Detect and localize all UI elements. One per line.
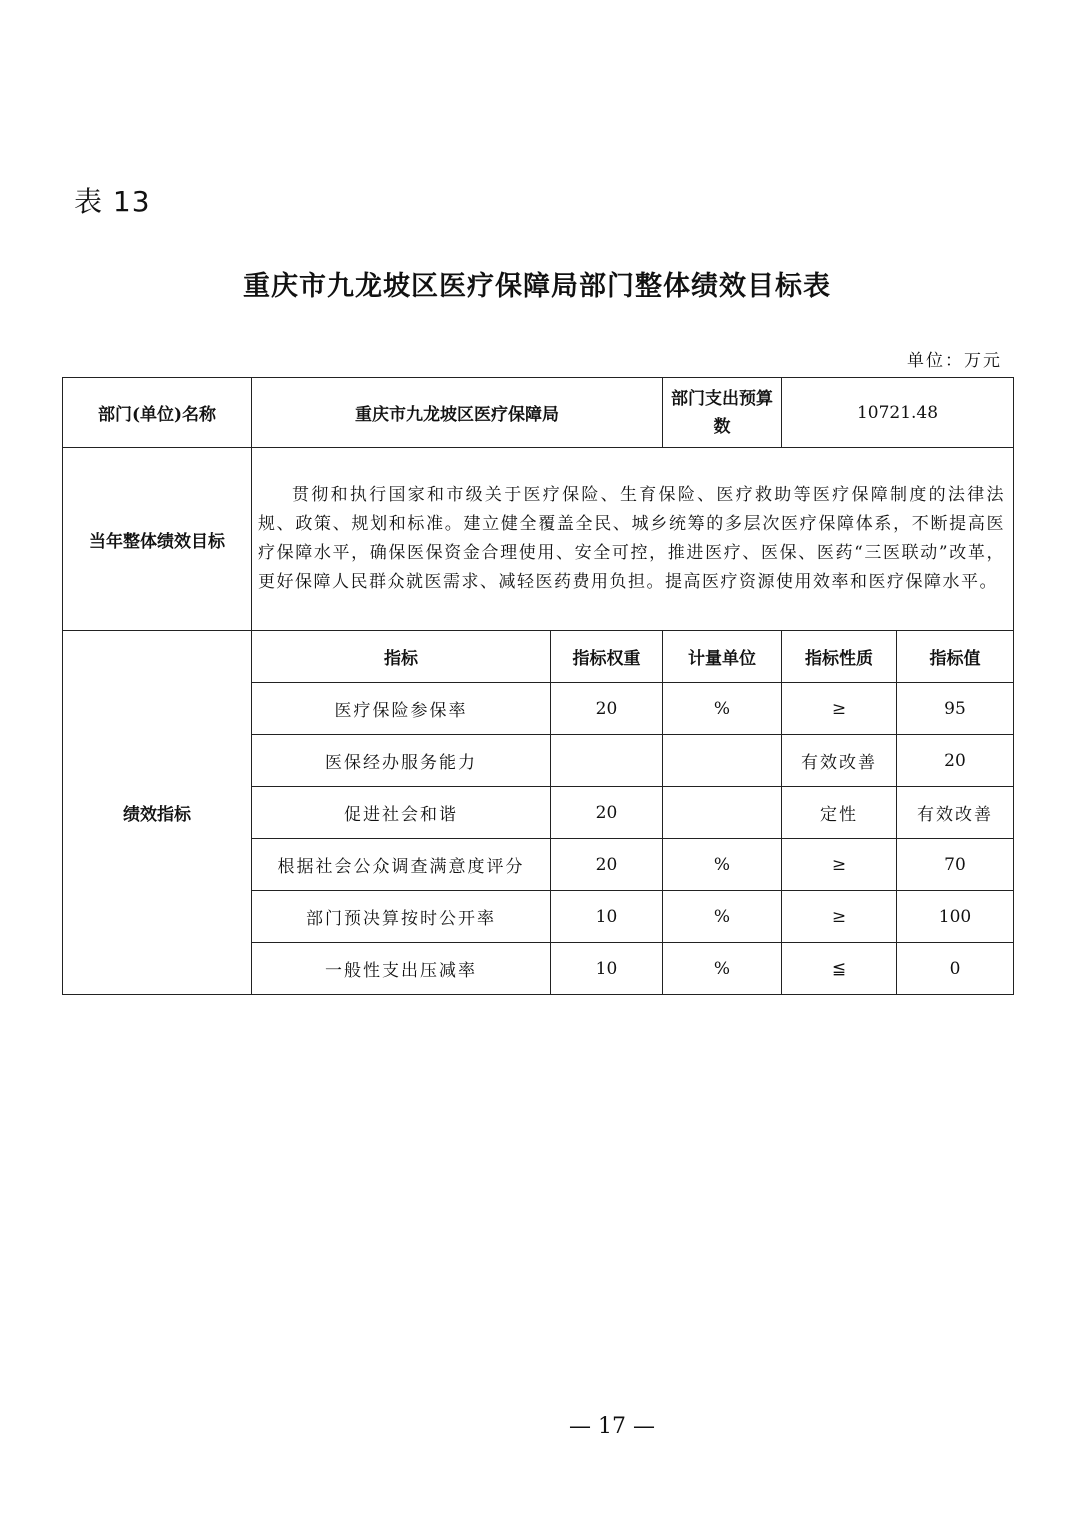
annual-goal-label: 当年整体绩效目标 <box>63 448 252 631</box>
indicator-nature: 有效改善 <box>782 735 897 787</box>
performance-goal-table <box>62 377 1014 995</box>
indicator-value: 有效改善 <box>897 787 1014 839</box>
header-unit: 计量单位 <box>663 631 782 683</box>
header-indicator: 指标 <box>252 631 551 683</box>
annual-goal-cell <box>252 448 1014 631</box>
indicator-value: 70 <box>897 839 1014 891</box>
department-row <box>63 378 1014 448</box>
indicator-weight: 20 <box>551 683 663 735</box>
indicator-name: 医疗保险参保率 <box>252 683 551 735</box>
header-weight: 指标权重 <box>551 631 663 683</box>
indicator-weight: 20 <box>551 787 663 839</box>
table-number-label: 表 13 <box>74 185 151 218</box>
dept-name-value: 重庆市九龙坡区医疗保障局 <box>252 378 663 448</box>
budget-label: 部门支出预算数 <box>663 378 782 448</box>
indicator-value: 0 <box>897 943 1014 995</box>
indicator-unit: % <box>663 839 782 891</box>
unit-label: 单位：万元 <box>907 351 1002 371</box>
indicator-value: 20 <box>897 735 1014 787</box>
indicator-unit: % <box>663 683 782 735</box>
indicator-nature: 定性 <box>782 787 897 839</box>
indicator-name: 部门预决算按时公开率 <box>252 891 551 943</box>
indicator-nature: ≥ <box>782 839 897 891</box>
indicator-unit <box>663 787 782 839</box>
annual-goal-text: 贯彻和执行国家和市级关于医疗保险、生育保险、医疗救助等医疗保障制度的法律法规、政策、规划和标准。建立健全覆盖全民、城乡统筹的多层次医疗保障体系，不断提高医疗保障水平，确保医保资金合理使用、安全可控，推进医疗、医保、医药“三医联动”改革，更好保障人民群众就医需求、减轻医药费用负担。提高医疗资源使用效率和医疗保障水平。 <box>258 485 1005 592</box>
indicator-weight: 10 <box>551 943 663 995</box>
indicator-value: 100 <box>897 891 1014 943</box>
page-number: — 17 — <box>569 1414 655 1439</box>
indicator-weight: 10 <box>551 891 663 943</box>
budget-value: 10721.48 <box>782 378 1014 448</box>
document-title: 重庆市九龙坡区医疗保障局部门整体绩效目标表 <box>243 271 831 302</box>
dept-name-label: 部门(单位)名称 <box>63 378 252 448</box>
indicator-unit <box>663 735 782 787</box>
indicator-weight <box>551 735 663 787</box>
indicator-unit: % <box>663 891 782 943</box>
indicator-weight: 20 <box>551 839 663 891</box>
indicator-header-row <box>63 631 1014 683</box>
indicator-name: 医保经办服务能力 <box>252 735 551 787</box>
indicators-label: 绩效指标 <box>63 631 252 995</box>
header-nature: 指标性质 <box>782 631 897 683</box>
indicator-unit: % <box>663 943 782 995</box>
annual-goal-row <box>63 448 1014 631</box>
indicator-nature: ≥ <box>782 891 897 943</box>
indicator-name: 一般性支出压减率 <box>252 943 551 995</box>
indicator-nature: ≦ <box>782 943 897 995</box>
header-value: 指标值 <box>897 631 1014 683</box>
indicator-nature: ≥ <box>782 683 897 735</box>
indicator-name: 根据社会公众调查满意度评分 <box>252 839 551 891</box>
indicator-name: 促进社会和谐 <box>252 787 551 839</box>
indicator-value: 95 <box>897 683 1014 735</box>
